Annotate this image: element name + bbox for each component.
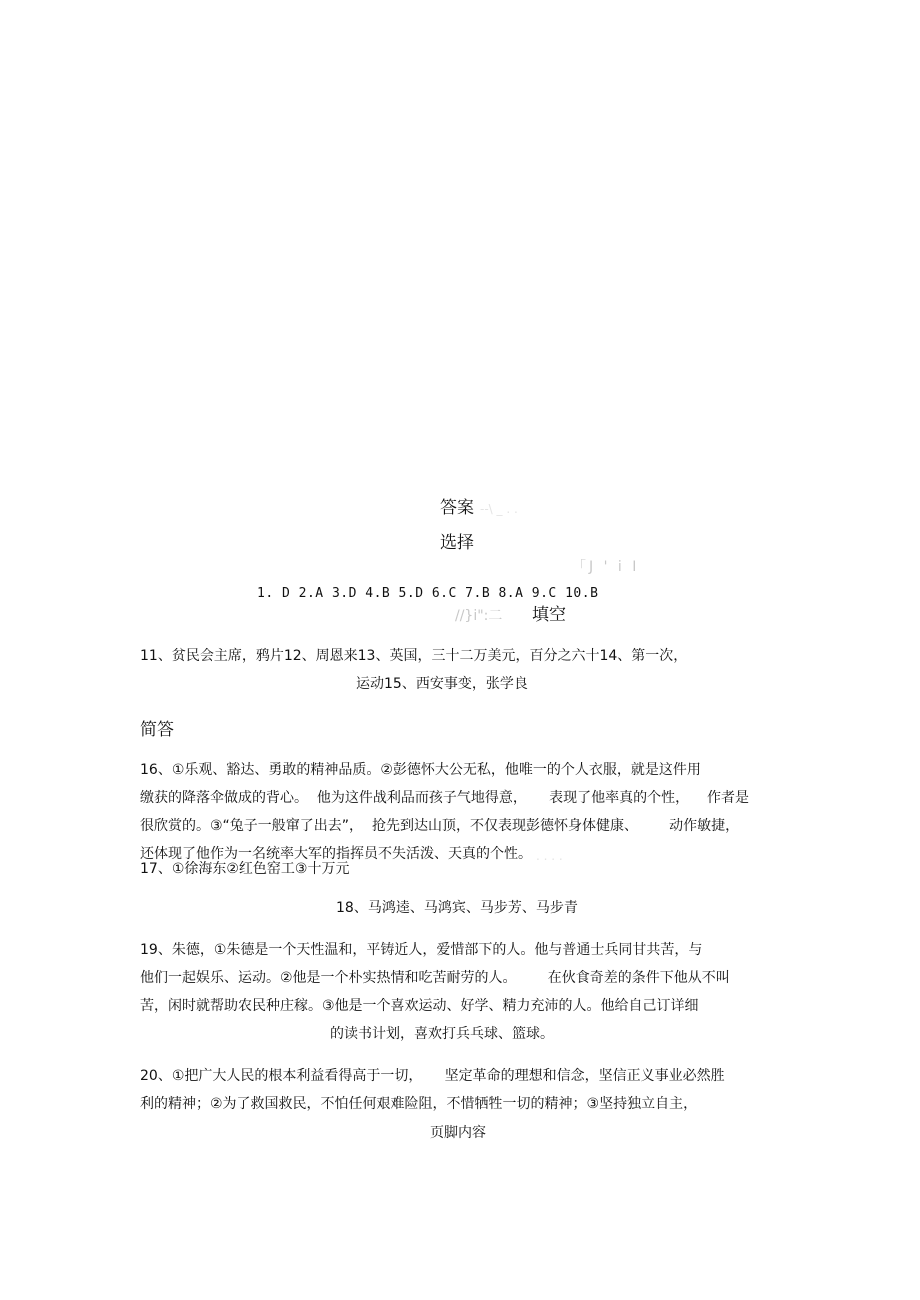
- choice-answers: 1. D 2.A 3.D 4.B 5.D 6.C 7.B 8.A 9.C 10.B: [257, 586, 599, 601]
- scan-artifact-fill: //}i":二: [455, 608, 503, 624]
- fill-answers-line-2: 运动15、西安事变，张学良: [356, 676, 528, 692]
- q19-line-4: 的读书计划，喜欢打兵乓球、篮球。: [330, 1026, 554, 1042]
- q16-line-2: 缴获的降落伞做成的背心。 他为这件战利品而孩子气地得意， 表现了他率真的个性， 作者是: [140, 790, 749, 806]
- section-heading-fill: 填空: [532, 605, 566, 625]
- q19-line-2: 他们一起娱乐、运动。②他是一个朴实热情和吃苦耐劳的人。 在伙食奇差的条件下他从不叫: [140, 970, 730, 986]
- q16-line-1: 16、①乐观、豁达、勇敢的精神品质。②彭德怀大公无私，他唯一的个人衣服，就是这件用: [140, 762, 701, 778]
- q19-line-3: 苦，闲时就帮助农民种庄稼。③他是一个喜欢运动、好学、精力充沛的人。他给自己订详细: [140, 998, 699, 1014]
- q17-answer: 17、①徐海东②红色窑工③十万元: [140, 861, 350, 877]
- section-heading-short-answer: 简答: [140, 720, 174, 740]
- page-title: 答案: [440, 498, 474, 518]
- page-footer: 页脚内容: [430, 1125, 486, 1141]
- scan-artifact-choice: 「J ' i I: [572, 559, 640, 575]
- q19-line-1: 19、朱德，①朱德是一个天性温和，平铸近人，爱惜部下的人。他与普通士兵同甘共苦，与: [140, 942, 703, 958]
- q18-answer: 18、马鸿逵、马鸿宾、马步芳、马步青: [336, 900, 578, 916]
- scan-artifact-title: --\ _ . .: [480, 502, 518, 516]
- q16-line-3: 很欣赏的。③“兔子一般窜了出去”， 抢先到达山顶，不仅表现彭德怀身体健康、 动作敏捷，: [140, 818, 740, 834]
- q16-line-4: 还体现了他作为一名统率大军的指挥员不失活泼、天真的个性。: [140, 846, 532, 862]
- q20-line-2: 利的精神；②为了救国救民，不怕任何艰难险阻，不惜牺牲一切的精神；③坚持独立自主，: [140, 1096, 698, 1112]
- fill-answers-line-1: 11、贫民会主席，鸦片12、周恩来13、英国，三十二万美元，百分之六十14、第一次，: [140, 648, 688, 664]
- section-heading-choice: 选择: [440, 533, 474, 553]
- scan-artifact-q16: . . . .: [536, 849, 563, 863]
- q20-line-1: 20、①把广大人民的根本利益看得高于一切， 坚定革命的理想和信念，坚信正义事业必然胜: [140, 1068, 725, 1084]
